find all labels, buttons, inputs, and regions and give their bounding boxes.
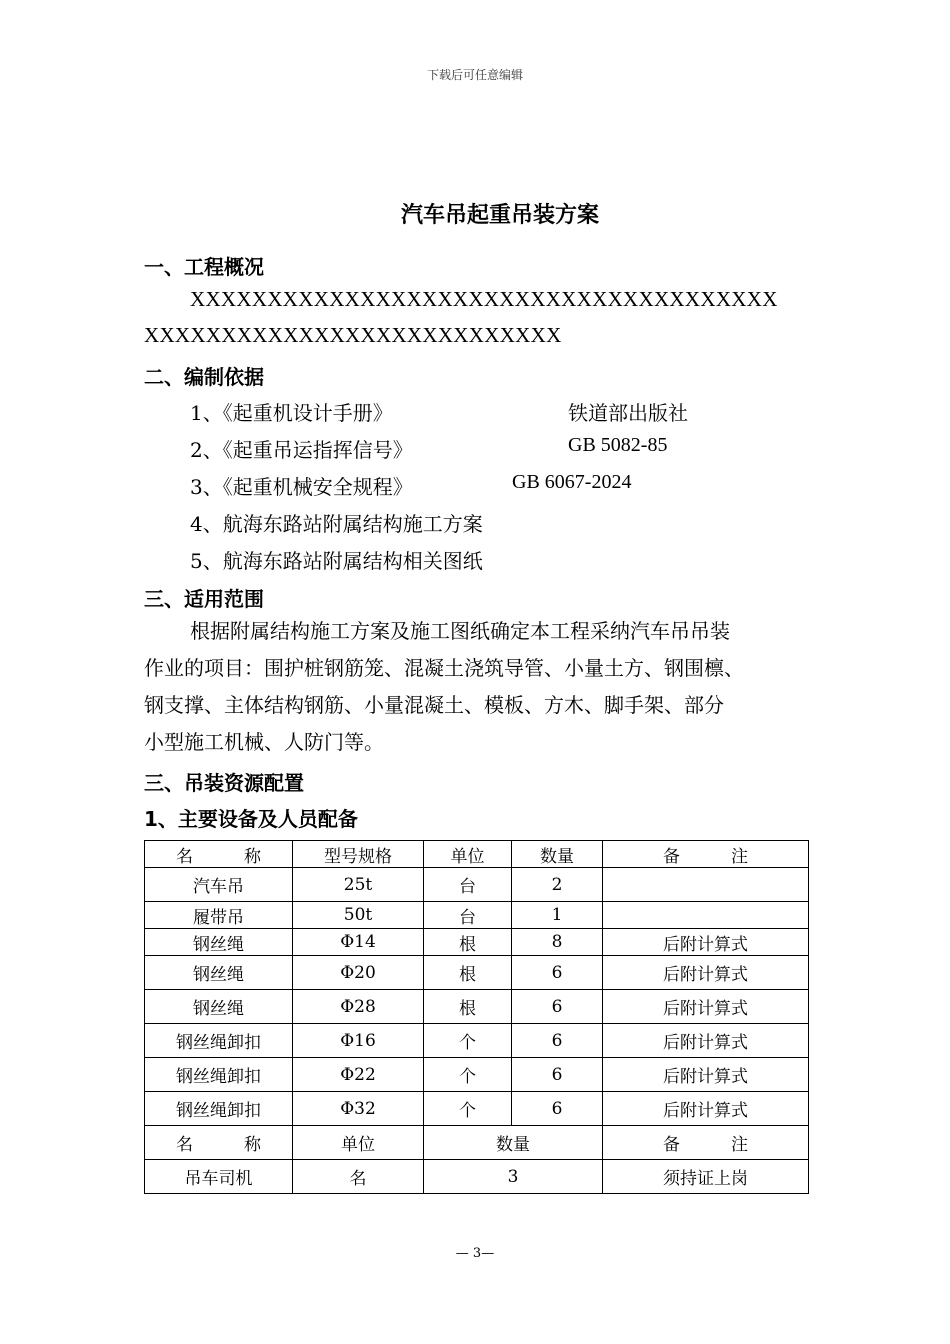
scope-line-4: 小型施工机械、人防门等。 bbox=[144, 730, 384, 754]
table-cell bbox=[603, 868, 809, 902]
table-row bbox=[145, 929, 809, 956]
table-row bbox=[145, 990, 809, 1024]
table-cell: 3 bbox=[424, 1160, 603, 1194]
table-header-row bbox=[145, 841, 809, 868]
overview-line-2: XXXXXXXXXXXXXXXXXXXXXXXXXXX bbox=[144, 323, 562, 347]
header-cell: 备 注 bbox=[603, 841, 809, 868]
table-row bbox=[145, 1092, 809, 1126]
header-cell: 名 称 bbox=[145, 841, 293, 868]
basis-item-1-source: 铁道部出版社 bbox=[568, 403, 688, 425]
scope-line-3: 钢支撑、主体结构钢筋、小量混凝土、模板、方木、脚手架、部分 bbox=[144, 693, 724, 717]
table-cell: Φ14 bbox=[293, 929, 424, 956]
basis-item-5: 5、航海东路站附属结构相关图纸 bbox=[190, 549, 483, 573]
header-cell: 数量 bbox=[512, 841, 603, 868]
header-cell: 数量 bbox=[424, 1126, 603, 1160]
table-row bbox=[145, 1058, 809, 1092]
table-cell: 根 bbox=[424, 990, 512, 1024]
table-cell: 8 bbox=[512, 929, 603, 956]
table-cell: 后附计算式 bbox=[603, 956, 809, 990]
table-cell: 后附计算式 bbox=[603, 1092, 809, 1126]
table-cell: 25t bbox=[293, 868, 424, 902]
table-cell: 后附计算式 bbox=[603, 1024, 809, 1058]
basis-item-3-source: GB 6067-2024 bbox=[512, 471, 632, 493]
header-cell: 单位 bbox=[424, 841, 512, 868]
table-row bbox=[145, 868, 809, 902]
table-cell: Φ20 bbox=[293, 956, 424, 990]
basis-item-1: 1、《起重机设计手册》 bbox=[190, 401, 393, 425]
basis-item-3: 3、《起重机械安全规程》 bbox=[190, 475, 413, 499]
table-cell: 6 bbox=[512, 956, 603, 990]
table-cell: 后附计算式 bbox=[603, 929, 809, 956]
scope-line-2: 作业的项目：围护桩钢筋笼、混凝土浇筑导管、小量土方、钢围檩、 bbox=[144, 656, 744, 680]
table-cell: 6 bbox=[512, 990, 603, 1024]
table-cell: 个 bbox=[424, 1092, 512, 1126]
table-cell: 2 bbox=[512, 868, 603, 902]
overview-line-1: XXXXXXXXXXXXXXXXXXXXXXXXXXXXXXXXXXXXXX bbox=[190, 287, 778, 311]
section-heading-resources: 三、吊装资源配置 bbox=[144, 771, 304, 795]
table-cell: Φ28 bbox=[293, 990, 424, 1024]
personnel-header-row bbox=[145, 1126, 809, 1160]
table-cell: Φ32 bbox=[293, 1092, 424, 1126]
header-cell: 型号规格 bbox=[293, 841, 424, 868]
table-cell: 履带吊 bbox=[145, 902, 293, 929]
subheading-equipment: 1、主要设备及人员配备 bbox=[144, 807, 358, 831]
header-cell: 名 称 bbox=[145, 1126, 293, 1160]
scope-line-1: 根据附属结构施工方案及施工图纸确定本工程采纳汽车吊吊装 bbox=[190, 619, 730, 643]
table-cell: 6 bbox=[512, 1024, 603, 1058]
table-cell: 吊车司机 bbox=[145, 1160, 293, 1194]
table-cell: 台 bbox=[424, 868, 512, 902]
table-cell: 根 bbox=[424, 956, 512, 990]
table-cell: 名 bbox=[293, 1160, 424, 1194]
header-note: 下载后可任意编辑 bbox=[426, 68, 523, 82]
table-cell: 6 bbox=[512, 1092, 603, 1126]
table-cell: 后附计算式 bbox=[603, 990, 809, 1024]
table-cell: 50t bbox=[293, 902, 424, 929]
table-cell: 根 bbox=[424, 929, 512, 956]
basis-item-4: 4、航海东路站附属结构施工方案 bbox=[190, 512, 483, 536]
table-row bbox=[145, 902, 809, 929]
table-cell: 台 bbox=[424, 902, 512, 929]
table-row bbox=[145, 1024, 809, 1058]
document-title: 汽车吊起重吊装方案 bbox=[400, 203, 599, 228]
table-row bbox=[145, 956, 809, 990]
table-cell: 6 bbox=[512, 1058, 603, 1092]
section-heading-overview: 一、工程概况 bbox=[144, 255, 264, 279]
table-row bbox=[145, 1160, 809, 1194]
table-cell: 钢丝绳 bbox=[145, 990, 293, 1024]
section-heading-scope: 三、适用范围 bbox=[144, 587, 264, 611]
basis-item-2-source: GB 5082-85 bbox=[568, 434, 668, 456]
table-cell: 钢丝绳卸扣 bbox=[145, 1058, 293, 1092]
equipment-table bbox=[144, 840, 809, 1194]
header-cell: 备 注 bbox=[603, 1126, 809, 1160]
page-number: — 3— bbox=[455, 1246, 495, 1261]
table-cell bbox=[603, 902, 809, 929]
table-cell: 个 bbox=[424, 1058, 512, 1092]
table-cell: 钢丝绳卸扣 bbox=[145, 1092, 293, 1126]
table-cell: 1 bbox=[512, 902, 603, 929]
table-cell: 个 bbox=[424, 1024, 512, 1058]
table-cell: Φ16 bbox=[293, 1024, 424, 1058]
table-cell: 钢丝绳 bbox=[145, 929, 293, 956]
header-cell: 单位 bbox=[293, 1126, 424, 1160]
table-cell: 钢丝绳 bbox=[145, 956, 293, 990]
table-cell: 汽车吊 bbox=[145, 868, 293, 902]
table-cell: 钢丝绳卸扣 bbox=[145, 1024, 293, 1058]
basis-item-2: 2、《起重吊运指挥信号》 bbox=[190, 438, 413, 462]
section-heading-basis: 二、编制依据 bbox=[144, 365, 264, 389]
table-cell: 须持证上岗 bbox=[603, 1160, 809, 1194]
table-cell: Φ22 bbox=[293, 1058, 424, 1092]
table-cell: 后附计算式 bbox=[603, 1058, 809, 1092]
